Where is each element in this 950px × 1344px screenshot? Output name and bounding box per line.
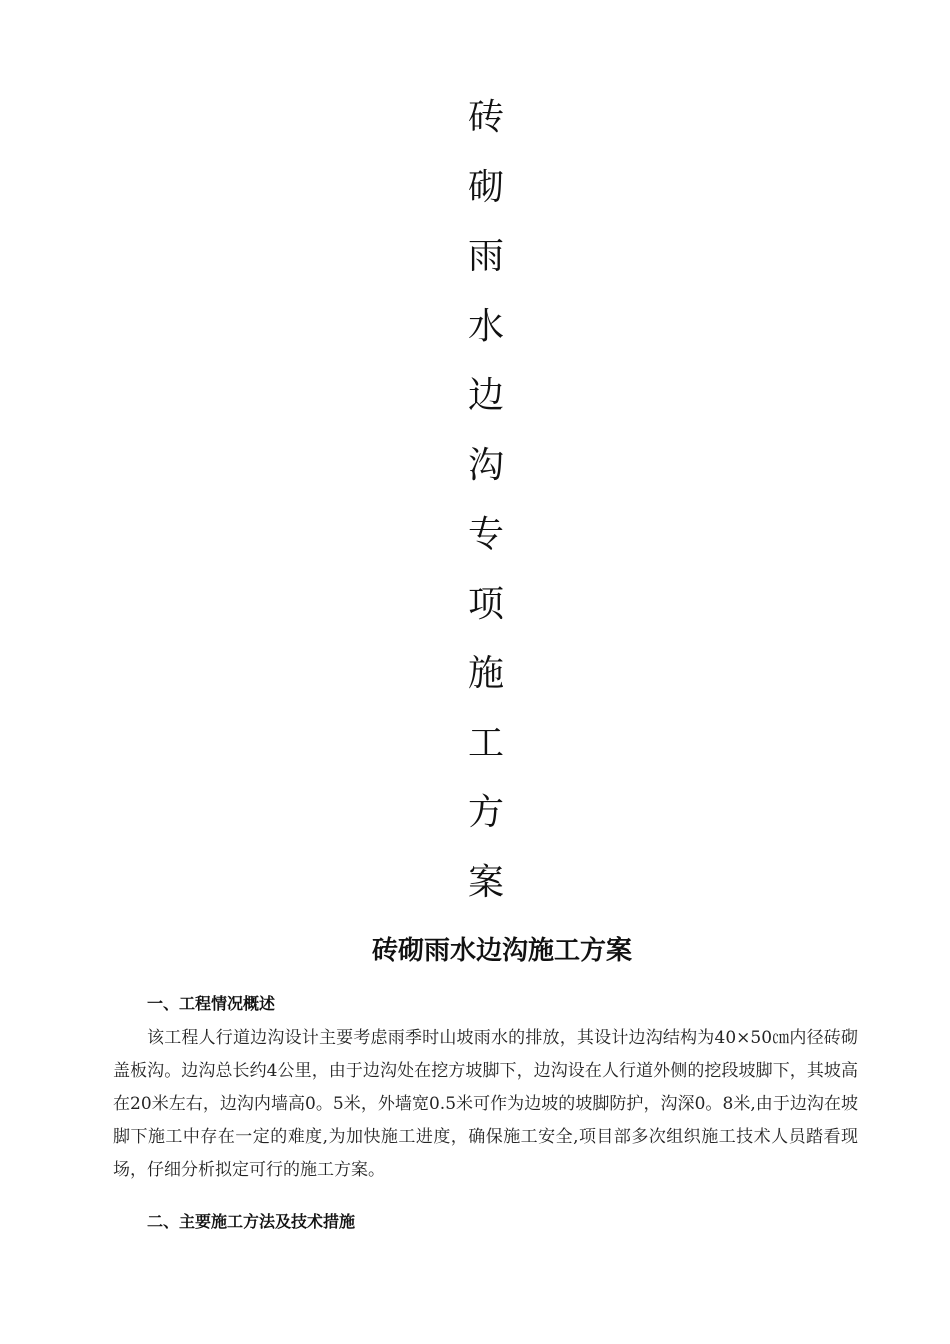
cover-title-char: 雨 — [467, 236, 504, 277]
cover-title-char: 砌 — [467, 166, 504, 208]
cover-title-char: 工 — [467, 722, 504, 764]
cover-title-char: 边 — [467, 375, 504, 416]
cover-title-char: 案 — [467, 861, 504, 903]
cover-title-char: 砖 — [467, 97, 504, 138]
section-paragraph-overview: 该工程人行道边沟设计主要考虑雨季时山坡雨水的排放，其设计边沟结构为40×50㎝内径砖砌盖板沟。边沟总长约4公里，由于边沟处在挖方坡脚下，边沟设在人行道外侧的挖段坡脚下，其坡高在20米左右，边沟内墙高0。5米，外墙宽0.5米可作为边坡的坡脚防护，沟深0。8米,由于边沟在坡脚下施工中存在一定的难度,为加快施工进度，确保施工安全,项目部多次组织施工技术人员踏看现场，仔细分析拟定可行的施工方案。 — [113, 1028, 858, 1180]
cover-title-char: 水 — [467, 305, 504, 347]
cover-title-char: 沟 — [467, 444, 504, 486]
cover-title-char: 专 — [467, 514, 504, 555]
cover-title-char: 方 — [467, 792, 504, 833]
section-heading-overview: 一、工程情况概述 — [147, 994, 276, 1013]
section-heading-methods: 二、主要施工方法及技术措施 — [147, 1212, 356, 1231]
cover-title-char: 项 — [467, 583, 504, 625]
cover-title-char: 施 — [467, 653, 504, 694]
document-title: 砖砌雨水边沟施工方案 — [371, 936, 632, 966]
cover-vertical-title — [0, 97, 950, 934]
